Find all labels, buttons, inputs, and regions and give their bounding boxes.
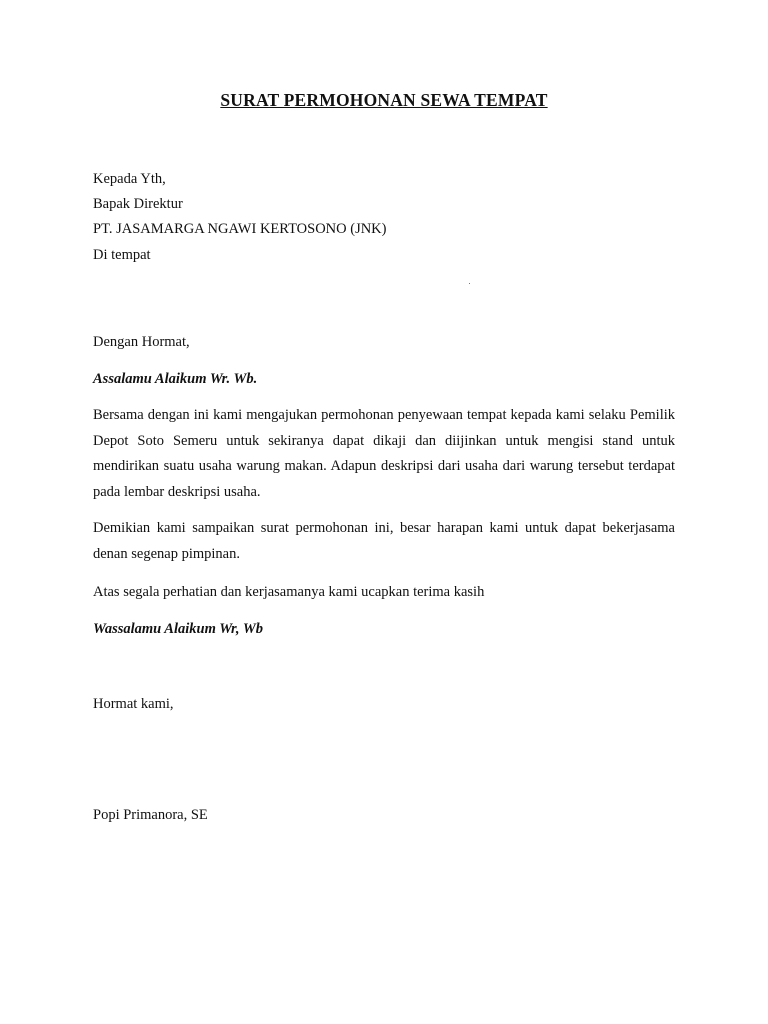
closing-phrase: Hormat kami, [93, 696, 174, 712]
stray-mark [469, 283, 470, 284]
signatory-name: Popi Primanora, SE [93, 807, 208, 823]
recipient-company: PT. JASAMARGA NGAWI KERTOSONO (JNK) [93, 221, 387, 237]
body-paragraph-2: Demikian kami sampaikan surat permohonan ini, besar harapan kami untuk dapat bekerjasama denan segenap pimpinan. [93, 520, 675, 562]
recipient-line-1: Kepada Yth, [93, 171, 166, 187]
opening-greeting: Assalamu Alaikum Wr. Wb. [93, 371, 258, 387]
body-paragraph-3: Atas segala perhatian dan kerjasamanya kami ucapkan terima kasih [93, 584, 485, 600]
body-paragraph-1: Bersama dengan ini kami mengajukan permohonan penyewaan tempat kepada kami selaku Pemilik Depot Soto Semeru untuk sekiranya dapat dikaji dan diijinkan untuk mengisi stand untuk mendirikan suatu usaha warung makan. Adapun deskripsi dari usaha dari warung tersebut terdapat pada lembar deskripsi usaha. [93, 407, 675, 500]
salutation: Dengan Hormat, [93, 334, 190, 350]
recipient-line-4: Di tempat [93, 247, 151, 263]
letter-title: SURAT PERMOHONAN SEWA TEMPAT [220, 90, 548, 110]
closing-greeting: Wassalamu Alaikum Wr, Wb [93, 621, 264, 637]
recipient-line-2: Bapak Direktur [93, 196, 183, 212]
